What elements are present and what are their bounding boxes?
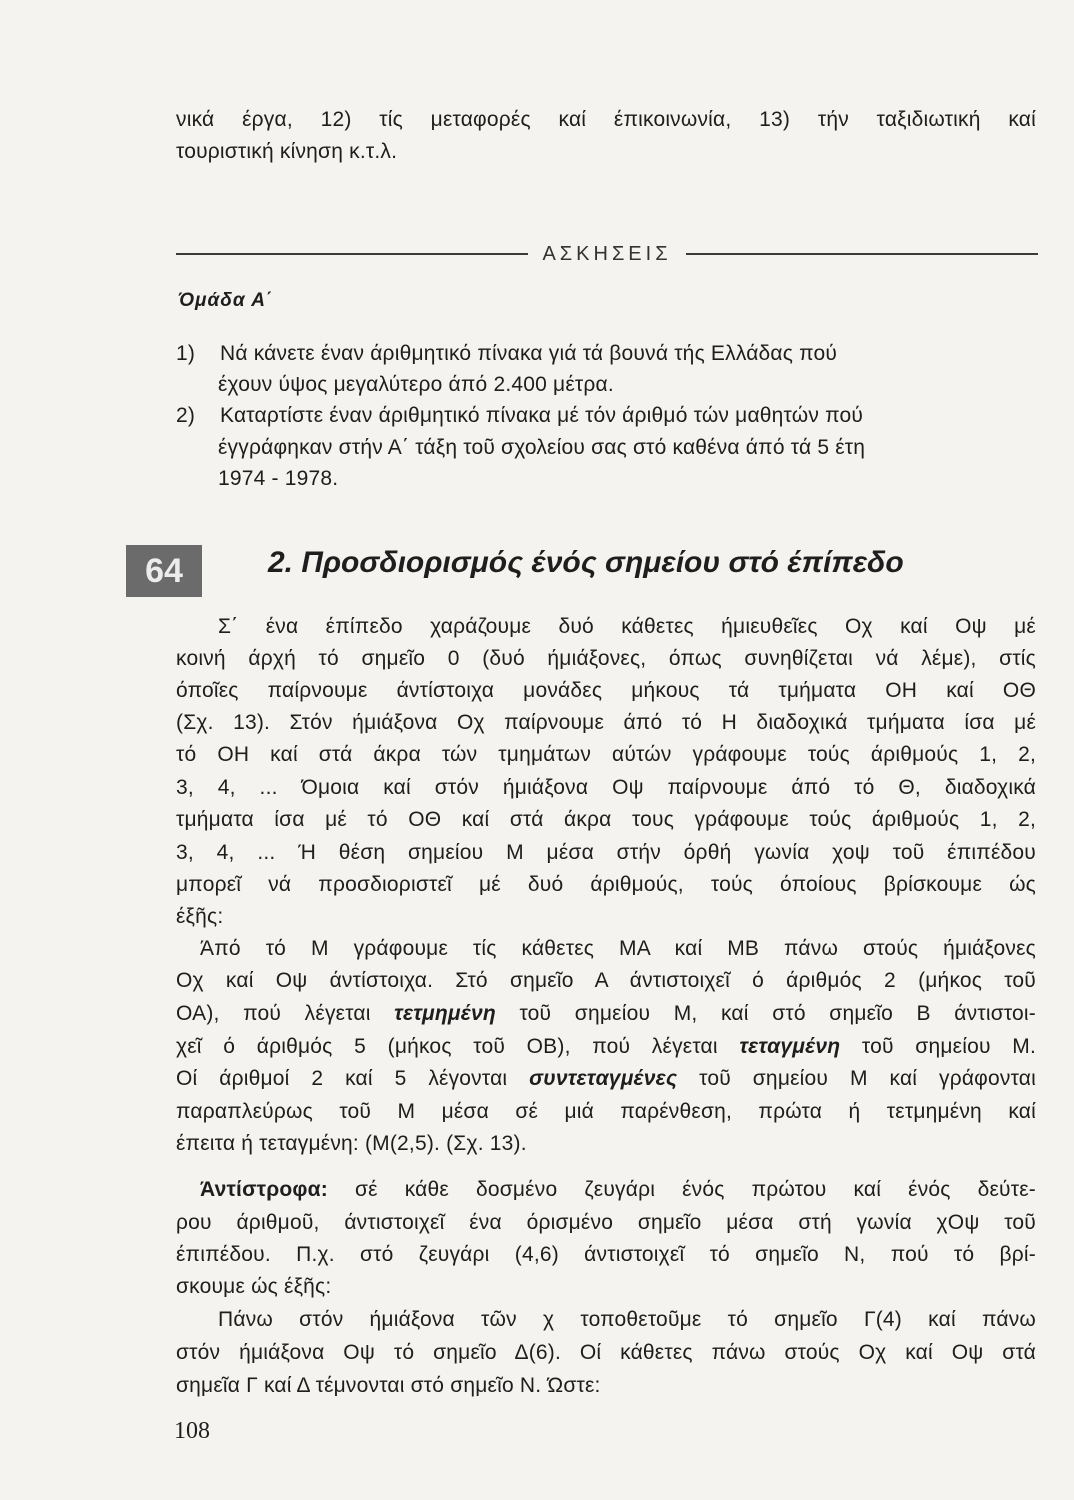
- term-ordinate: τεταγμένη: [739, 1035, 841, 1058]
- intro-line-2: τουριστική κίνηση κ.τ.λ.: [176, 140, 398, 163]
- section-number-badge: 64: [126, 545, 202, 597]
- exercises-heading-text: ΑΣΚΗΣΕΙΣ: [542, 242, 672, 265]
- paragraph-line: τμήματα ίσα μέ τό ΟΘ καί στά άκρα τους γράφουμε τούς άριθμούς 1, 2,: [176, 808, 1036, 831]
- paragraph-line: όποῖες παίρνουμε άντίστοιχα μονάδες μήκους τά τμήματα ΟΗ καί ΟΘ: [176, 679, 1036, 702]
- paragraph-line: [176, 1035, 1036, 1059]
- paragraph-line: (Σχ. 13). Στόν ήμιάξονα Οχ παίρνουμε άπό τό Η διαδοχικά τμήματα ίσα μέ: [176, 711, 1036, 734]
- paragraph-line: έπιπέδου. Π.χ. στό ζευγάρι (4,6) άντιστοιχεῖ τό σημεῖο Ν, πού τό βρί-: [176, 1243, 1036, 1266]
- paragraph-line: [176, 1067, 1036, 1091]
- group-label: Όμάδα Α΄: [178, 290, 274, 311]
- term-coordinates: συντεταγμένες: [529, 1067, 678, 1090]
- paragraph-line: σκουμε ώς έξῆς:: [176, 1275, 332, 1298]
- paragraph-line: 3, 4, ... Ή θέση σημείου Μ μέσα στήν όρθή γωνία χοψ τοῦ έπιπέδου: [176, 841, 1036, 864]
- exercise-number: 1): [176, 342, 196, 365]
- paragraph-line: τό ΟΗ καί στά άκρα τών τμημάτων αύτών γράφουμε τούς άριθμούς 1, 2,: [176, 743, 1036, 766]
- paragraph-line: κοινή άρχή τό σημεῖο 0 (δυό ήμιάξονες, όπως συνηθίζεται νά λέμε), στίς: [176, 647, 1036, 670]
- text-run: τοῦ σημείου Μ.: [840, 1035, 1036, 1058]
- paragraph-line: σημεῖα Γ καί Δ τέμνονται στό σημεῖο Ν. Ώστε:: [176, 1374, 601, 1397]
- paragraph-line: έπειτα ή τεταγμένη: (Μ(2,5). (Σχ. 13).: [176, 1132, 527, 1155]
- exercise-text: Νά κάνετε έναν άριθμητικό πίνακα γιά τά βουνά τής Ελλάδας πού: [220, 342, 838, 365]
- paragraph-line: παραπλεύρως τοῦ Μ μέσα σέ μιά παρένθεση, πρώτα ή τετμημένη καί: [176, 1100, 1036, 1123]
- exercise-text: έχουν ύψος μεγαλύτερο άπό 2.400 μέτρα.: [218, 373, 614, 396]
- paragraph-line: Οχ καί Οψ άντίστοιχα. Στό σημεῖο Α άντιστοιχεῖ ό άριθμός 2 (μήκος τοῦ: [176, 969, 1036, 992]
- paragraph-line: στόν ήμιάξονα Οψ τό σημεῖο Δ(6). Οί κάθετες πάνω στούς Οχ καί Οψ στά: [176, 1341, 1036, 1364]
- paragraph-line: [200, 1178, 1036, 1202]
- paragraph-line: έξῆς:: [176, 905, 224, 928]
- paragraph-line: Σ΄ ένα έπίπεδο χαράζουμε δυό κάθετες ήμιευθεῖες Οχ καί Οψ μέ: [218, 615, 1036, 638]
- text-run: ΟΑ), πού λέγεται: [176, 1002, 395, 1025]
- exercise-text: 1974 - 1978.: [218, 467, 339, 490]
- text-run: χεῖ ό άριθμός 5 (μήκος τοῦ ΟΒ), πού λέγεται: [176, 1035, 740, 1058]
- section-title: 2. Προσδιορισμός ένός σημείου στό έπίπεδο: [268, 546, 904, 579]
- paragraph-line: μπορεῖ νά προσδιοριστεῖ μέ δυό άριθμούς, τούς όποίους βρίσκουμε ώς: [176, 873, 1036, 896]
- paragraph-line: ρου άριθμοῦ, άντιστοιχεῖ ένα όρισμένο σημεῖο μέσα στή γωνία χΟψ τοῦ: [176, 1211, 1036, 1234]
- term-abscissa: τετμημένη: [394, 1002, 496, 1025]
- exercises-heading: [176, 241, 1038, 267]
- paragraph-line: Πάνω στόν ήμιάξονα τῶν χ τοποθετοῦμε τό σημεῖο Γ(4) καί πάνω: [218, 1308, 1036, 1331]
- paragraph-line: Άπό τό Μ γράφουμε τίς κάθετες ΜΑ καί ΜΒ πάνω στούς ήμιάξονες: [200, 937, 1036, 960]
- exercise-text: Καταρτίστε έναν άριθμητικό πίνακα μέ τόν άριθμό τών μαθητών πού: [220, 404, 864, 427]
- text-run: Οί άριθμοί 2 καί 5 λέγονται: [176, 1067, 530, 1090]
- term-converse: Άντίστροφα:: [200, 1178, 328, 1201]
- intro-line-1: νικά έργα, 12) τίς μεταφορές καί έπικοινωνία, 13) τήν ταξιδιωτική καί: [176, 108, 1036, 131]
- paragraph-line: 3, 4, ... Όμοια καί στόν ήμιάξονα Οψ παίρνουμε άπό τό Θ, διαδοχικά: [176, 776, 1036, 799]
- text-run: σέ κάθε δοσμένο ζευγάρι ένός πρώτου καί ένός δεύτε-: [327, 1178, 1036, 1201]
- heading-rule-right: [686, 253, 1038, 255]
- exercise-item-1: [176, 342, 837, 366]
- heading-rule-left: [176, 253, 528, 255]
- text-run: τοῦ σημείου Μ, καί στό σημεῖο Β άντιστοι-: [495, 1002, 1036, 1025]
- page-number: 108: [174, 1418, 210, 1444]
- exercise-item-2: [176, 404, 863, 428]
- exercise-number: 2): [176, 404, 196, 427]
- exercise-text: έγγράφηκαν στήν Α΄ τάξη τοῦ σχολείου σας στό καθένα άπό τά 5 έτη: [218, 436, 866, 459]
- text-run: τοῦ σημείου Μ καί γράφονται: [677, 1067, 1036, 1090]
- paragraph-line: [176, 1002, 1036, 1026]
